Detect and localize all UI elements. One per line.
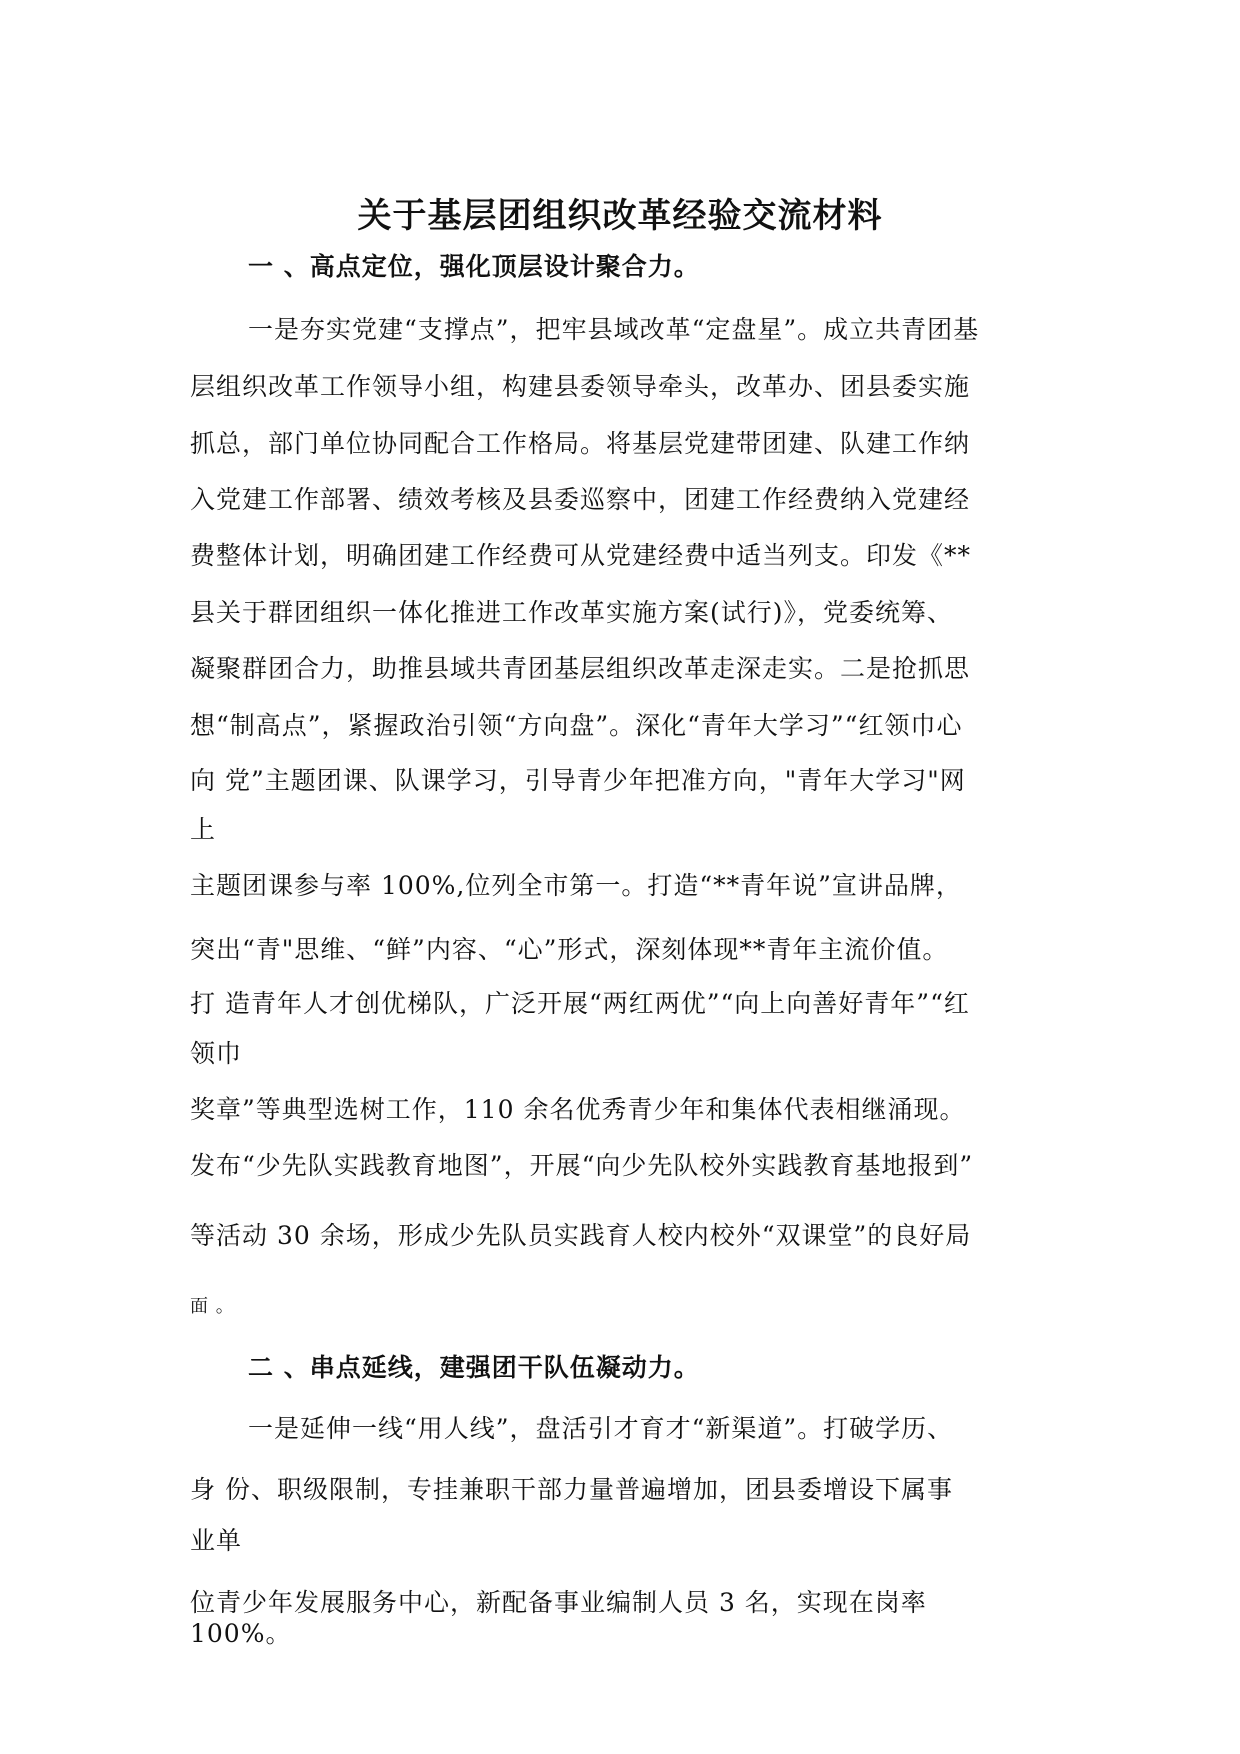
paragraph-line: 奖章”等典型选树工作，110 余名优秀青少年和集体代表相继涌现。 <box>190 1095 966 1124</box>
paragraph-line: 业单 <box>190 1526 243 1555</box>
paragraph-line: 县关于群团组织一体化推进工作改革实施方案(试行)》，党委统筹、 <box>190 598 954 627</box>
section-heading-2: 二 、串点延线，建强团干队伍凝动力。 <box>248 1353 700 1382</box>
paragraph-line: 100%。 <box>190 1619 292 1648</box>
paragraph-line: 一是延伸一线“用人线”，盘活引才育才“新渠道”。打破学历、 <box>248 1414 954 1443</box>
paragraph-line: 层组织改革工作领导小组，构建县委领导牵头，改革办、团县委实施 <box>190 372 971 401</box>
section-heading-1: 一 、高点定位，强化顶层设计聚合力。 <box>248 252 700 281</box>
paragraph-line: 身 份、职级限制，专挂兼职干部力量普遍增加，团县委增设下属事 <box>190 1475 953 1504</box>
paragraph-line: 凝聚群团合力，助推县域共青团基层组织改革走深走实。二是抢抓思 <box>190 654 971 683</box>
paragraph-line: 入党建工作部署、绩效考核及县委巡察中，团建工作经费纳入党建经 <box>190 485 971 514</box>
paragraph-line: 向 党”主题团课、队课学习，引导青少年把准方向，"青年大学习"网 <box>190 766 966 795</box>
paragraph-line: 打 造青年人才创优梯队，广泛开展“两红两优”“向上向善好青年”“红 <box>190 989 970 1018</box>
paragraph-line: 抓总，部门单位协同配合工作格局。将基层党建带团建、队建工作纳 <box>190 429 971 458</box>
paragraph-line: 领巾 <box>190 1039 243 1068</box>
paragraph-line: 上 <box>190 815 217 844</box>
paragraph-line: 面 。 <box>190 1296 235 1317</box>
paragraph-line: 想“制高点”，紧握政治引领“方向盘”。深化“青年大学习”“红领巾心 <box>190 711 963 740</box>
document-title: 关于基层团组织改革经验交流材料 <box>357 196 883 236</box>
paragraph-line: 费整体计划，明确团建工作经费可从党建经费中适当列支。印发《** <box>190 541 972 570</box>
paragraph-line: 等活动 30 余场，形成少先队员实践育人校内校外“双课堂”的良好局 <box>190 1221 972 1250</box>
paragraph-line: 一是夯实党建“支撑点”，把牢县域改革“定盘星”。成立共青团基 <box>248 315 980 344</box>
paragraph-line: 主题团课参与率 100%,位列全市第一。打造“**青年说”宣讲品牌， <box>190 871 962 900</box>
paragraph-line: 突出“青"思维、“鲜”内容、“心”形式，深刻体现**青年主流价值。 <box>190 935 949 964</box>
paragraph-line: 发布“少先队实践教育地图”，开展“向少先队校外实践教育基地报到” <box>190 1151 974 1180</box>
paragraph-line: 位青少年发展服务中心，新配备事业编制人员 3 名，实现在岗率 <box>190 1588 927 1617</box>
